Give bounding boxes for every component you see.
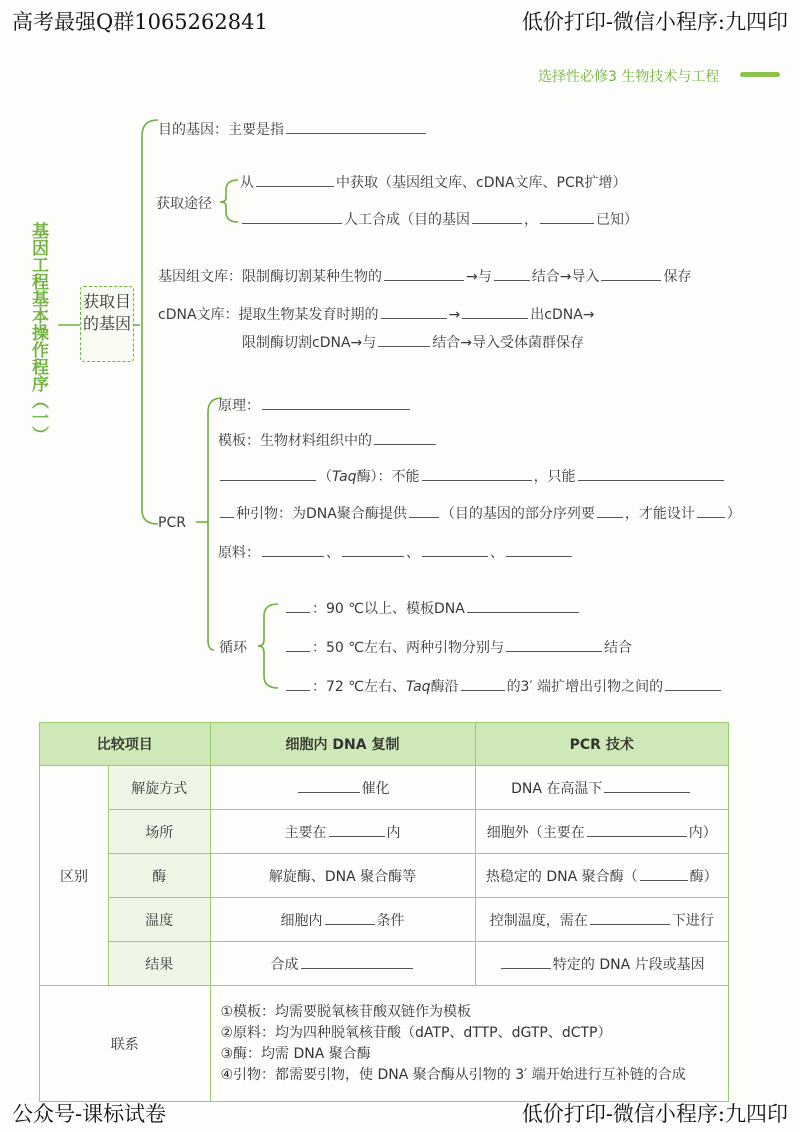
row-item: 酶	[109, 854, 211, 898]
genomic-library-line: 基因组文库：限制酶切割某种生物的 →与 结合→导入 保存	[158, 266, 691, 286]
blank[interactable]	[422, 542, 488, 557]
link-item: ④引物：都需要引物，使 DNA 聚合酶从引物的 3′ 端开始进行互补链的合成	[220, 1066, 686, 1083]
blank[interactable]	[462, 304, 528, 319]
cycle-step-3: ：72 ℃左右、Taq酶沿 的3′ 端扩增出引物之间的	[284, 676, 723, 696]
blank[interactable]	[422, 466, 532, 481]
pcr-cell: 控制温度，需在 下进行	[475, 898, 729, 942]
chapter-label: 选择性必修3 生物技术与工程	[538, 69, 720, 85]
pcr-label: PCR	[158, 515, 186, 531]
group-label: 区别	[40, 766, 109, 986]
cycle-step-1: ：90 ℃以上、模板DNA	[284, 598, 581, 618]
blank[interactable]	[262, 542, 324, 557]
cell: 催化	[210, 766, 475, 810]
pcr-material-line: 原料： 、 、 、	[218, 542, 574, 562]
blank[interactable]	[381, 304, 447, 319]
blank[interactable]	[378, 332, 430, 347]
blank[interactable]	[467, 598, 579, 613]
blank[interactable]	[640, 866, 688, 881]
blank[interactable]	[590, 910, 670, 925]
blank[interactable]	[597, 503, 623, 518]
blank[interactable]	[325, 910, 375, 925]
header-item: 比较项目	[40, 723, 211, 766]
cell: 解旋酶、DNA 聚合酶等	[210, 854, 475, 898]
header-left: 高考最强Q群1065262841	[12, 10, 268, 34]
blank[interactable]	[384, 266, 464, 281]
blank[interactable]	[286, 637, 310, 652]
row-item: 温度	[109, 898, 211, 942]
row-item: 场所	[109, 810, 211, 854]
blank[interactable]	[506, 637, 602, 652]
row-item: 结果	[109, 942, 211, 986]
link-cell	[210, 986, 729, 1102]
table-row	[40, 898, 729, 942]
cdna-library-line: cDNA文库：提取生物某发育时期的 → 出cDNA→	[158, 304, 595, 324]
blank[interactable]	[286, 119, 426, 134]
row-item: 解旋方式	[109, 766, 211, 810]
cell: 主要在 内	[210, 810, 475, 854]
comparison-table	[39, 722, 729, 1102]
link-item: ③酶：均需 DNA 聚合酶	[220, 1045, 371, 1062]
blank[interactable]	[342, 542, 404, 557]
header-cell: 细胞内 DNA 复制	[210, 723, 475, 766]
blank[interactable]	[301, 954, 413, 969]
pcr-cell: 特定的 DNA 片段或基因	[475, 942, 729, 986]
footer-left: 公众号-课标试卷	[12, 1102, 167, 1126]
pcr-cell: 细胞外（主要在 内）	[475, 810, 729, 854]
pcr-cell: 热稳定的 DNA 聚合酶（ 酶）	[475, 854, 729, 898]
cell: 合成	[210, 942, 475, 986]
blank[interactable]	[329, 822, 385, 837]
blank[interactable]	[506, 542, 572, 557]
side-title: 基因工程基本操作程序（一）	[28, 222, 48, 443]
pcr-principle-line: 原理：	[218, 395, 412, 415]
route-label: 获取途径	[156, 196, 212, 212]
blank[interactable]	[220, 466, 316, 481]
branch-box: 获取目的基因	[80, 286, 134, 362]
blank[interactable]	[540, 209, 594, 224]
table-row	[40, 942, 729, 986]
blank[interactable]	[286, 598, 310, 613]
blank[interactable]	[604, 778, 690, 793]
link-item: ②原料：均为四种脱氧核苷酸（dATP、dTTP、dGTP、dCTP）	[220, 1024, 612, 1041]
blank[interactable]	[256, 172, 334, 187]
table-row	[40, 766, 729, 810]
blank[interactable]	[472, 209, 522, 224]
route-2-line: 人工合成（目的基因 ， 已知）	[240, 209, 638, 229]
blank[interactable]	[494, 266, 530, 281]
link-label: 联系	[40, 986, 211, 1102]
cycle-step-2: ：50 ℃左右、两种引物分别与 结合	[284, 637, 632, 657]
cdna-library-line-2: 限制酶切割cDNA→与 结合→导入受体菌群保存	[242, 332, 584, 352]
blank[interactable]	[501, 954, 551, 969]
footer-right: 低价打印-微信小程序:九四印	[521, 1102, 788, 1126]
table-row	[40, 810, 729, 854]
table-row-link	[40, 986, 729, 1102]
cell: 细胞内 条件	[210, 898, 475, 942]
pcr-cell: DNA 在高温下	[475, 766, 729, 810]
blank[interactable]	[220, 503, 234, 518]
table-row	[40, 854, 729, 898]
blank[interactable]	[286, 676, 310, 691]
target-gene-line: 目的基因：主要是指	[158, 119, 428, 139]
blank[interactable]	[665, 676, 721, 691]
blank[interactable]	[601, 266, 661, 281]
blank[interactable]	[409, 503, 439, 518]
header-right: 低价打印-微信小程序:九四印	[521, 10, 788, 34]
blank[interactable]	[298, 778, 360, 793]
table-header-row	[40, 723, 729, 766]
blank[interactable]	[587, 822, 687, 837]
blank[interactable]	[374, 430, 436, 445]
blank[interactable]	[262, 395, 410, 410]
pcr-template-line: 模板：生物材料组织中的	[218, 430, 438, 450]
blank[interactable]	[578, 466, 724, 481]
route-1-line: 从 中获取（基因组文库、cDNA文库、PCR扩增）	[240, 172, 626, 192]
blank[interactable]	[242, 209, 342, 224]
cycle-label: 循环	[219, 640, 247, 656]
blank[interactable]	[697, 503, 725, 518]
header-pcr: PCR 技术	[475, 723, 729, 766]
blank[interactable]	[461, 676, 505, 691]
pcr-primer-line: 种引物：为DNA聚合酶提供 （目的基因的部分序列要 ，才能设计 ）	[218, 503, 741, 523]
link-item: ①模板：均需要脱氧核苷酸双链作为模板	[220, 1003, 472, 1020]
pcr-enzyme-line: （Taq酶）：不能 ，只能	[218, 466, 726, 486]
